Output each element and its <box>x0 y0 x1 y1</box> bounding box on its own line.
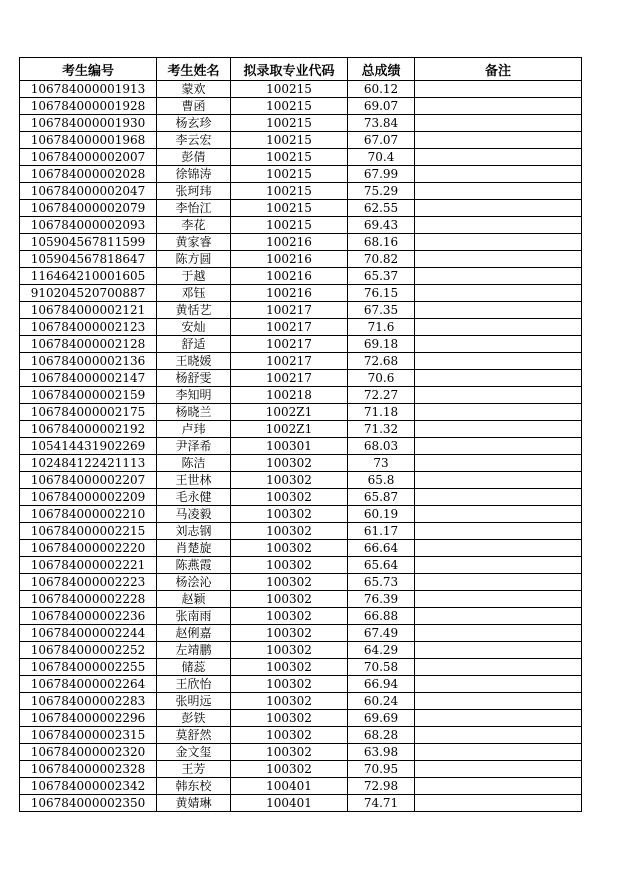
cell-major-code: 100215 <box>231 200 348 217</box>
cell-remarks <box>415 234 582 251</box>
cell-total-score: 70.95 <box>348 761 415 778</box>
cell-total-score: 69.18 <box>348 336 415 353</box>
table-row <box>20 693 582 710</box>
cell-candidate-id: 106784000002136 <box>20 353 157 370</box>
cell-remarks <box>415 404 582 421</box>
cell-candidate-id: 106784000002175 <box>20 404 157 421</box>
cell-total-score: 72.98 <box>348 778 415 795</box>
cell-total-score: 65.64 <box>348 557 415 574</box>
cell-major-code: 100302 <box>231 625 348 642</box>
cell-candidate-id: 106784000002350 <box>20 795 157 812</box>
cell-candidate-name: 黄家睿 <box>157 234 231 251</box>
cell-total-score: 71.6 <box>348 319 415 336</box>
cell-candidate-id: 106784000002315 <box>20 727 157 744</box>
cell-candidate-id: 106784000002221 <box>20 557 157 574</box>
cell-remarks <box>415 370 582 387</box>
cell-candidate-name: 杨浍沁 <box>157 574 231 591</box>
cell-remarks <box>415 285 582 302</box>
cell-total-score: 62.55 <box>348 200 415 217</box>
cell-candidate-name: 曹函 <box>157 98 231 115</box>
cell-major-code: 100302 <box>231 489 348 506</box>
table-row <box>20 200 582 217</box>
cell-candidate-name: 李怡江 <box>157 200 231 217</box>
cell-remarks <box>415 710 582 727</box>
cell-major-code: 100216 <box>231 285 348 302</box>
table-row <box>20 557 582 574</box>
cell-major-code: 100302 <box>231 557 348 574</box>
cell-major-code: 100302 <box>231 761 348 778</box>
cell-total-score: 64.29 <box>348 642 415 659</box>
cell-total-score: 73 <box>348 455 415 472</box>
cell-major-code: 100215 <box>231 115 348 132</box>
table-row <box>20 608 582 625</box>
cell-major-code: 100302 <box>231 506 348 523</box>
cell-major-code: 100215 <box>231 81 348 98</box>
cell-major-code: 100302 <box>231 744 348 761</box>
cell-candidate-id: 106784000002328 <box>20 761 157 778</box>
cell-major-code: 100218 <box>231 387 348 404</box>
cell-candidate-name: 黄婧琳 <box>157 795 231 812</box>
cell-candidate-name: 舒适 <box>157 336 231 353</box>
cell-major-code: 100215 <box>231 149 348 166</box>
cell-candidate-name: 韩东校 <box>157 778 231 795</box>
cell-candidate-id: 106784000001913 <box>20 81 157 98</box>
cell-total-score: 66.88 <box>348 608 415 625</box>
cell-major-code: 100302 <box>231 676 348 693</box>
cell-candidate-name: 邓钰 <box>157 285 231 302</box>
table-row <box>20 132 582 149</box>
cell-total-score: 70.4 <box>348 149 415 166</box>
cell-remarks <box>415 319 582 336</box>
cell-candidate-id: 105904567811599 <box>20 234 157 251</box>
cell-candidate-name: 陈洁 <box>157 455 231 472</box>
cell-remarks <box>415 506 582 523</box>
table-row <box>20 659 582 676</box>
cell-candidate-id: 106784000002236 <box>20 608 157 625</box>
cell-candidate-name: 张南雨 <box>157 608 231 625</box>
cell-candidate-id: 106784000002123 <box>20 319 157 336</box>
cell-candidate-id: 106784000002342 <box>20 778 157 795</box>
cell-candidate-name: 徐锦涛 <box>157 166 231 183</box>
cell-remarks <box>415 98 582 115</box>
cell-major-code: 100302 <box>231 710 348 727</box>
cell-major-code: 100302 <box>231 455 348 472</box>
cell-major-code: 100302 <box>231 591 348 608</box>
cell-total-score: 60.12 <box>348 81 415 98</box>
table-row <box>20 234 582 251</box>
cell-candidate-id: 106784000002296 <box>20 710 157 727</box>
table-row <box>20 795 582 812</box>
cell-total-score: 69.69 <box>348 710 415 727</box>
cell-major-code: 100217 <box>231 336 348 353</box>
table-row <box>20 387 582 404</box>
cell-total-score: 76.15 <box>348 285 415 302</box>
cell-candidate-name: 肖楚旋 <box>157 540 231 557</box>
cell-remarks <box>415 268 582 285</box>
cell-candidate-name: 张明远 <box>157 693 231 710</box>
table-row <box>20 217 582 234</box>
cell-candidate-name: 陈方圆 <box>157 251 231 268</box>
cell-remarks <box>415 217 582 234</box>
cell-remarks <box>415 489 582 506</box>
cell-candidate-id: 106784000002215 <box>20 523 157 540</box>
cell-remarks <box>415 183 582 200</box>
cell-total-score: 68.03 <box>348 438 415 455</box>
cell-remarks <box>415 115 582 132</box>
cell-total-score: 71.32 <box>348 421 415 438</box>
cell-candidate-name: 杨晓兰 <box>157 404 231 421</box>
cell-major-code: 100215 <box>231 183 348 200</box>
table-row <box>20 149 582 166</box>
cell-total-score: 60.19 <box>348 506 415 523</box>
cell-candidate-id: 106784000002028 <box>20 166 157 183</box>
cell-total-score: 67.49 <box>348 625 415 642</box>
table-row <box>20 302 582 319</box>
table-row <box>20 166 582 183</box>
cell-candidate-name: 杨玄珍 <box>157 115 231 132</box>
cell-candidate-id: 106784000002128 <box>20 336 157 353</box>
cell-remarks <box>415 557 582 574</box>
cell-major-code: 100216 <box>231 234 348 251</box>
cell-total-score: 76.39 <box>348 591 415 608</box>
cell-remarks <box>415 608 582 625</box>
cell-total-score: 69.43 <box>348 217 415 234</box>
cell-major-code: 100302 <box>231 540 348 557</box>
cell-total-score: 70.58 <box>348 659 415 676</box>
cell-remarks <box>415 132 582 149</box>
cell-candidate-id: 106784000002147 <box>20 370 157 387</box>
cell-candidate-id: 102484122421113 <box>20 455 157 472</box>
cell-remarks <box>415 302 582 319</box>
cell-total-score: 68.16 <box>348 234 415 251</box>
table-row <box>20 591 582 608</box>
cell-major-code: 100302 <box>231 608 348 625</box>
cell-remarks <box>415 591 582 608</box>
cell-total-score: 61.17 <box>348 523 415 540</box>
cell-major-code: 100302 <box>231 693 348 710</box>
cell-candidate-id: 116464210001605 <box>20 268 157 285</box>
header-remarks: 备注 <box>415 58 582 81</box>
cell-candidate-name: 王晓媛 <box>157 353 231 370</box>
cell-total-score: 70.6 <box>348 370 415 387</box>
cell-total-score: 72.27 <box>348 387 415 404</box>
cell-remarks <box>415 523 582 540</box>
cell-total-score: 72.68 <box>348 353 415 370</box>
cell-total-score: 65.37 <box>348 268 415 285</box>
table-row <box>20 642 582 659</box>
cell-candidate-name: 金文玺 <box>157 744 231 761</box>
cell-candidate-id: 910204520700887 <box>20 285 157 302</box>
cell-remarks <box>415 353 582 370</box>
cell-remarks <box>415 540 582 557</box>
cell-candidate-name: 马凌毅 <box>157 506 231 523</box>
cell-candidate-name: 杨舒雯 <box>157 370 231 387</box>
table-row <box>20 472 582 489</box>
cell-total-score: 65.8 <box>348 472 415 489</box>
cell-remarks <box>415 438 582 455</box>
table-row <box>20 115 582 132</box>
cell-candidate-name: 王芳 <box>157 761 231 778</box>
cell-major-code: 100302 <box>231 574 348 591</box>
cell-candidate-name: 陈燕霞 <box>157 557 231 574</box>
cell-remarks <box>415 336 582 353</box>
cell-remarks <box>415 676 582 693</box>
header-candidate-id: 考生编号 <box>20 58 157 81</box>
cell-major-code: 100302 <box>231 727 348 744</box>
cell-total-score: 73.84 <box>348 115 415 132</box>
table-row <box>20 98 582 115</box>
cell-candidate-name: 李云宏 <box>157 132 231 149</box>
cell-remarks <box>415 642 582 659</box>
cell-candidate-name: 于越 <box>157 268 231 285</box>
cell-remarks <box>415 81 582 98</box>
cell-major-code: 100216 <box>231 251 348 268</box>
cell-major-code: 100215 <box>231 217 348 234</box>
table-row <box>20 81 582 98</box>
table-row <box>20 489 582 506</box>
cell-candidate-name: 安灿 <box>157 319 231 336</box>
table-row <box>20 319 582 336</box>
table-row <box>20 778 582 795</box>
cell-candidate-id: 105414431902269 <box>20 438 157 455</box>
cell-candidate-name: 王欣怡 <box>157 676 231 693</box>
table-row <box>20 676 582 693</box>
cell-major-code: 100217 <box>231 302 348 319</box>
cell-candidate-name: 蒙欢 <box>157 81 231 98</box>
cell-candidate-name: 卢玮 <box>157 421 231 438</box>
cell-candidate-id: 106784000002252 <box>20 642 157 659</box>
cell-remarks <box>415 472 582 489</box>
header-candidate-name: 考生姓名 <box>157 58 231 81</box>
table-row <box>20 353 582 370</box>
header-row <box>20 58 582 81</box>
cell-candidate-name: 莫舒然 <box>157 727 231 744</box>
cell-total-score: 66.64 <box>348 540 415 557</box>
table-row <box>20 404 582 421</box>
cell-candidate-id: 106784000002121 <box>20 302 157 319</box>
cell-total-score: 65.73 <box>348 574 415 591</box>
cell-major-code: 100302 <box>231 472 348 489</box>
cell-remarks <box>415 149 582 166</box>
cell-major-code: 100302 <box>231 659 348 676</box>
admission-table <box>19 57 582 812</box>
cell-candidate-id: 106784000001930 <box>20 115 157 132</box>
cell-candidate-name: 尹泽希 <box>157 438 231 455</box>
cell-remarks <box>415 200 582 217</box>
cell-candidate-id: 106784000002223 <box>20 574 157 591</box>
cell-remarks <box>415 455 582 472</box>
header-total-score: 总成绩 <box>348 58 415 81</box>
cell-candidate-id: 106784000002047 <box>20 183 157 200</box>
table-row <box>20 370 582 387</box>
cell-candidate-name: 毛永健 <box>157 489 231 506</box>
cell-total-score: 75.29 <box>348 183 415 200</box>
table-row <box>20 744 582 761</box>
cell-major-code: 100302 <box>231 523 348 540</box>
cell-remarks <box>415 166 582 183</box>
table-row <box>20 268 582 285</box>
cell-total-score: 60.24 <box>348 693 415 710</box>
table-row <box>20 336 582 353</box>
cell-total-score: 69.07 <box>348 98 415 115</box>
cell-candidate-id: 106784000002159 <box>20 387 157 404</box>
cell-total-score: 67.07 <box>348 132 415 149</box>
table-row <box>20 540 582 557</box>
table-row <box>20 285 582 302</box>
cell-candidate-id: 106784000002255 <box>20 659 157 676</box>
cell-remarks <box>415 744 582 761</box>
cell-total-score: 68.28 <box>348 727 415 744</box>
cell-candidate-name: 赵俐嘉 <box>157 625 231 642</box>
cell-candidate-id: 106784000002228 <box>20 591 157 608</box>
cell-remarks <box>415 659 582 676</box>
cell-candidate-id: 106784000002007 <box>20 149 157 166</box>
cell-candidate-id: 105904567818647 <box>20 251 157 268</box>
cell-major-code: 100215 <box>231 166 348 183</box>
table-row <box>20 625 582 642</box>
table-row <box>20 506 582 523</box>
cell-candidate-name: 李知明 <box>157 387 231 404</box>
cell-candidate-name: 左靖鹏 <box>157 642 231 659</box>
cell-candidate-name: 储蕊 <box>157 659 231 676</box>
cell-candidate-id: 106784000001928 <box>20 98 157 115</box>
cell-remarks <box>415 625 582 642</box>
cell-candidate-id: 106784000002283 <box>20 693 157 710</box>
cell-remarks <box>415 693 582 710</box>
cell-total-score: 67.99 <box>348 166 415 183</box>
table-row <box>20 710 582 727</box>
cell-candidate-name: 彭倩 <box>157 149 231 166</box>
cell-remarks <box>415 795 582 812</box>
cell-candidate-name: 刘志钢 <box>157 523 231 540</box>
cell-major-code: 100217 <box>231 353 348 370</box>
cell-major-code: 100302 <box>231 642 348 659</box>
cell-major-code: 100401 <box>231 795 348 812</box>
cell-major-code: 100215 <box>231 98 348 115</box>
cell-candidate-id: 106784000002210 <box>20 506 157 523</box>
cell-major-code: 100301 <box>231 438 348 455</box>
cell-total-score: 63.98 <box>348 744 415 761</box>
cell-remarks <box>415 574 582 591</box>
table-row <box>20 183 582 200</box>
cell-candidate-name: 彭铁 <box>157 710 231 727</box>
cell-candidate-id: 106784000002192 <box>20 421 157 438</box>
cell-total-score: 74.71 <box>348 795 415 812</box>
cell-candidate-name: 赵颖 <box>157 591 231 608</box>
cell-total-score: 65.87 <box>348 489 415 506</box>
cell-major-code: 100216 <box>231 268 348 285</box>
cell-major-code: 1002Z1 <box>231 404 348 421</box>
table-row <box>20 421 582 438</box>
cell-candidate-name: 黄恬艺 <box>157 302 231 319</box>
cell-candidate-id: 106784000001968 <box>20 132 157 149</box>
cell-total-score: 70.82 <box>348 251 415 268</box>
cell-major-code: 100217 <box>231 319 348 336</box>
cell-remarks <box>415 421 582 438</box>
cell-candidate-name: 王世林 <box>157 472 231 489</box>
cell-major-code: 100215 <box>231 132 348 149</box>
cell-total-score: 67.35 <box>348 302 415 319</box>
table-row <box>20 438 582 455</box>
cell-candidate-id: 106784000002320 <box>20 744 157 761</box>
cell-candidate-name: 张珂玮 <box>157 183 231 200</box>
cell-candidate-id: 106784000002220 <box>20 540 157 557</box>
table-row <box>20 574 582 591</box>
cell-candidate-id: 106784000002264 <box>20 676 157 693</box>
cell-remarks <box>415 251 582 268</box>
table-row <box>20 727 582 744</box>
cell-remarks <box>415 778 582 795</box>
cell-total-score: 66.94 <box>348 676 415 693</box>
cell-candidate-id: 106784000002079 <box>20 200 157 217</box>
cell-candidate-name: 李花 <box>157 217 231 234</box>
cell-total-score: 71.18 <box>348 404 415 421</box>
cell-remarks <box>415 387 582 404</box>
cell-candidate-id: 106784000002209 <box>20 489 157 506</box>
cell-remarks <box>415 761 582 778</box>
cell-remarks <box>415 727 582 744</box>
table-row <box>20 523 582 540</box>
cell-major-code: 100217 <box>231 370 348 387</box>
cell-candidate-id: 106784000002207 <box>20 472 157 489</box>
cell-candidate-id: 106784000002244 <box>20 625 157 642</box>
cell-major-code: 100401 <box>231 778 348 795</box>
cell-major-code: 1002Z1 <box>231 421 348 438</box>
table-body <box>20 81 582 812</box>
header-major-code: 拟录取专业代码 <box>231 58 348 81</box>
table-row <box>20 251 582 268</box>
cell-candidate-id: 106784000002093 <box>20 217 157 234</box>
table-row <box>20 455 582 472</box>
table-row <box>20 761 582 778</box>
